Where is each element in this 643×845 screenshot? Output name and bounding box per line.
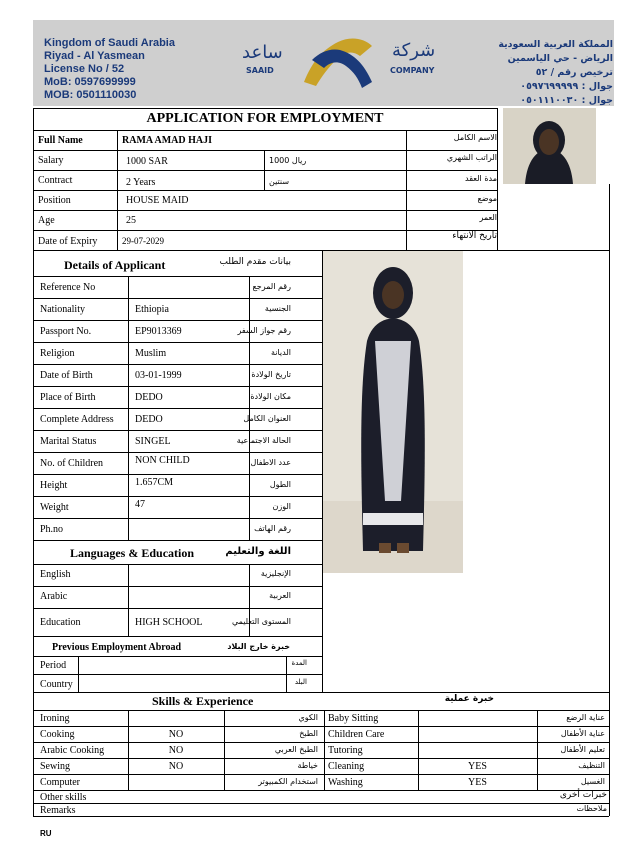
skill-label: Tutoring: [328, 745, 363, 756]
detail-label-ar: رقم المرجع: [252, 282, 291, 291]
company-line-en: MOB: 0501110030: [44, 89, 137, 101]
detail-label: Date of Birth: [40, 370, 93, 381]
period-label: Period: [40, 660, 67, 671]
skill-label-ar: الغسيل: [580, 777, 605, 786]
language-label-ar: المستوى التعليمي: [231, 617, 291, 626]
company-line-ar: الرياض - حي الياسمين: [507, 53, 613, 64]
remarks-label-ar: ملاحظات: [576, 804, 607, 813]
company-info-ar: [498, 38, 613, 108]
detail-label-ar: مكان الولادة: [250, 392, 291, 401]
period-label-ar: المدة: [291, 659, 307, 667]
skills-title-ar: خبرة عملية: [444, 694, 494, 704]
detail-value: 1.657CM: [135, 477, 174, 488]
company-line-ar: جوال : ٠٥٠١١١٠٠٣٠: [520, 95, 613, 106]
skill-value: YES: [468, 761, 487, 772]
detail-label-ar: عدد الاطفال: [250, 458, 291, 467]
remarks-label: Remarks: [40, 805, 76, 816]
skill-label: Ironing: [40, 713, 70, 724]
detail-label-ar: رقم جواز السفر: [237, 326, 291, 335]
language-label: Arabic: [40, 591, 68, 602]
company-line-en: MoB: 0597699999: [44, 76, 136, 88]
position-value: HOUSE MAID: [126, 195, 189, 206]
expiry-value: 29-07-2029: [122, 236, 164, 246]
detail-label: Reference No: [40, 282, 96, 293]
skill-label-ar: تعليم الأطفال: [560, 745, 605, 754]
skills-title: Skills & Experience: [152, 694, 254, 708]
handshake-icon: [298, 32, 378, 90]
logo-text-en-left: SAAID: [246, 66, 274, 75]
salary-value: 1000 SAR: [126, 156, 168, 167]
detail-label: No. of Children: [40, 458, 104, 469]
company-logo: [240, 28, 440, 100]
skill-label-ar: التنظيف: [578, 761, 605, 770]
other-skills-label-ar: خبرات أخرى: [559, 790, 607, 800]
applicant-fullbody-icon: [323, 251, 463, 573]
detail-label-ar: رقم الهاتف: [254, 524, 291, 533]
skill-value: NO: [168, 761, 184, 772]
expiry-label-ar: تاريخ الانتهاء: [452, 231, 497, 241]
skill-label-ar: عناية الأطفال: [560, 729, 605, 738]
languages-title-ar: اللغة والتعليم: [225, 546, 291, 557]
detail-label: Place of Birth: [40, 392, 96, 403]
other-skills-label: Other skills: [40, 792, 87, 803]
skill-value: YES: [468, 777, 487, 788]
country-label: Country: [40, 679, 73, 690]
logo-text-ar-right: شركة: [392, 40, 436, 61]
skill-label: Sewing: [40, 761, 70, 772]
salary-value-ar: ريال 1000: [269, 156, 307, 165]
language-value: HIGH SCHOOL: [135, 617, 203, 628]
detail-label: Weight: [40, 502, 69, 513]
detail-label: Nationality: [40, 304, 85, 315]
language-label-ar: الإنجليزية: [260, 569, 291, 578]
previous-title-ar: خبرة خارج البلاد: [227, 642, 290, 651]
language-label: English: [40, 569, 71, 580]
skill-label: Baby Sitting: [328, 713, 379, 724]
applicant-photo-small: [503, 108, 596, 184]
detail-value: SINGEL: [135, 436, 171, 447]
skill-label: Cleaning: [328, 761, 365, 772]
detail-label: Religion: [40, 348, 75, 359]
detail-label-ar: تاريخ الولادة: [251, 370, 291, 379]
detail-value: EP9013369: [135, 326, 182, 337]
detail-value: DEDO: [135, 392, 163, 403]
footer-code: RU: [40, 829, 52, 838]
skill-value: NO: [168, 745, 184, 756]
age-label-ar: العمر: [479, 213, 497, 222]
detail-label-ar: الحالة الاجتماعية: [236, 436, 291, 445]
logo-text-en-right: COMPANY: [390, 66, 435, 75]
applicant-portrait-icon: [503, 108, 596, 184]
detail-label-ar: الوزن: [272, 502, 291, 511]
detail-value: DEDO: [135, 414, 163, 425]
skill-label: Washing: [328, 777, 363, 788]
detail-label-ar: الديانة: [270, 348, 291, 357]
age-label: Age: [38, 215, 55, 226]
skill-label-ar: خياطة: [297, 761, 318, 770]
detail-label: Marital Status: [40, 436, 97, 447]
contract-label-ar: مدة العقد: [465, 174, 497, 183]
company-line-en: Riyad - Al Yasmean: [44, 50, 145, 62]
company-line-en: Kingdom of Saudi Arabia: [44, 37, 175, 49]
applicant-photo-large: [323, 251, 463, 573]
skill-label-ar: الطبخ العربي: [274, 745, 318, 754]
country-label-ar: البلد: [294, 678, 307, 686]
expiry-label: Date of Expiry: [38, 236, 98, 247]
detail-value: Muslim: [135, 348, 167, 359]
company-info-en: [44, 37, 175, 102]
contract-value: 2 Years: [126, 177, 156, 188]
skill-label: Arabic Cooking: [40, 745, 105, 756]
language-label-ar: العربية: [269, 591, 291, 600]
skill-label-ar: عناية الرضع: [566, 713, 605, 722]
skill-label: Children Care: [328, 729, 385, 740]
logo-text-ar-left: ساعد: [242, 42, 283, 63]
skill-label-ar: استخدام الكمبيوتر: [258, 777, 318, 786]
full-name-label-ar: الاسم الكامل: [453, 133, 497, 142]
full-name-value: RAMA AMAD HAJI: [122, 135, 212, 146]
detail-label: Passport No.: [40, 326, 92, 337]
company-line-en: License No / 52: [44, 63, 125, 75]
languages-title: Languages & Education: [70, 546, 195, 560]
skill-label: Cooking: [40, 729, 75, 740]
form-title: APPLICATION FOR EMPLOYMENT: [146, 111, 384, 126]
detail-label: Complete Address: [40, 414, 114, 425]
language-label: Education: [40, 617, 81, 628]
detail-value: NON CHILD: [135, 455, 190, 466]
full-name-label: Full Name: [38, 135, 83, 146]
skill-label: Computer: [40, 777, 80, 788]
detail-label-ar: العنوان الكامل: [243, 414, 291, 423]
detail-value: 47: [135, 499, 145, 510]
previous-title: Previous Employment Abroad: [52, 642, 182, 653]
details-title: Details of Applicant: [64, 258, 166, 272]
detail-label-ar: الجنسية: [264, 304, 291, 313]
age-value: 25: [126, 215, 136, 226]
salary-label-ar: الراتب الشهري: [446, 153, 497, 162]
skill-label-ar: الكوي: [298, 713, 318, 722]
skill-value: NO: [168, 729, 184, 740]
position-label: Position: [38, 195, 71, 206]
company-line-ar: ترخيص رقم / ٥٢: [535, 67, 613, 78]
contract-value-ar: سنتين: [269, 177, 290, 186]
company-line-ar: المملكة العربية السعودية: [498, 39, 613, 50]
detail-label: Ph.no: [40, 524, 64, 535]
detail-value: 03-01-1999: [135, 370, 182, 381]
position-label-ar: موضع: [477, 194, 497, 203]
detail-label-ar: الطول: [269, 480, 291, 489]
detail-value: Ethiopia: [135, 304, 169, 315]
detail-label: Height: [40, 480, 68, 491]
skill-label-ar: الطبخ: [299, 729, 318, 738]
company-line-ar: جوال : ٠٥٩٧٦٩٩٩٩٩: [520, 81, 613, 92]
salary-label: Salary: [38, 155, 64, 166]
contract-label: Contract: [38, 175, 73, 186]
details-title-ar: بيانات مقدم الطلب: [219, 257, 291, 267]
